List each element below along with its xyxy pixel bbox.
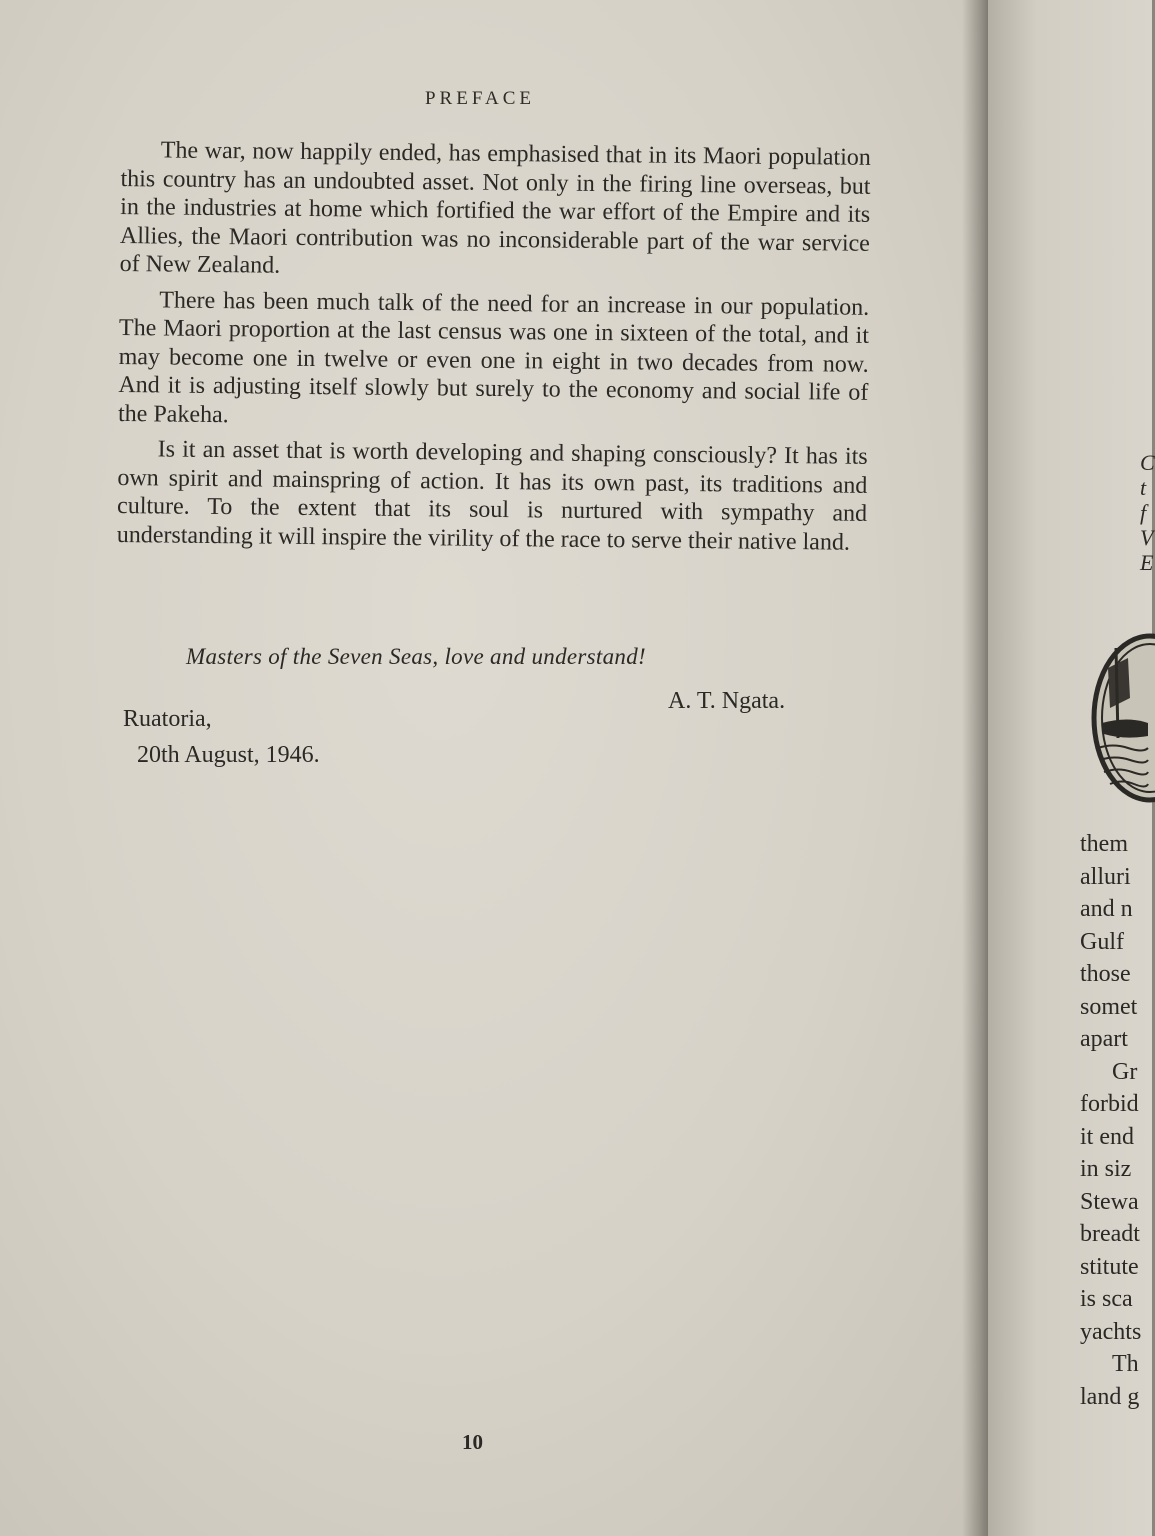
fragment-line: V [1140,525,1154,550]
right-page-text-fragments [1080,828,1141,1413]
preface-body [117,136,871,564]
fragment-line: forbid [1080,1091,1139,1117]
right-page [988,0,1155,1536]
paragraph-3: Is it an asset that is worth developing and shaping consciously? It has its own spirit and mainspring of action. It has its own past, its traditions and culture. To the extent that its soul is nurtured with sympathy and understanding it will inspire the virility of the race to serve their native land. [116,436,868,556]
signature: A. T. Ngata. [668,688,786,714]
fragment-line: those [1080,961,1131,987]
place-line: Ruatoria, [123,706,212,732]
fragment-line: somet [1080,993,1138,1020]
ship-emblem-icon [1088,628,1148,808]
motto: Masters of the Seven Seas, love and understand! [186,644,646,669]
date-line: 20th August, 1946. [137,742,320,768]
fragment-line: E [1140,550,1154,575]
fragment-line: Th [1112,1351,1139,1377]
fragment-line: and n [1080,896,1133,922]
fragment-line: yachts [1080,1318,1142,1345]
fragment-line: Gr [1112,1058,1138,1085]
fragment-line: them [1080,831,1128,857]
fragment-line: alluri [1080,863,1131,890]
fragment-line: f [1140,500,1147,525]
fragment-line: it end [1080,1123,1134,1150]
fragment-line: Stewa [1080,1188,1139,1215]
page-heading: PREFACE [424,88,535,109]
fragment-line: land g [1080,1383,1140,1410]
page-number: 10 [462,1430,483,1454]
fragment-line: C [1140,450,1155,475]
fragment-line: t [1140,475,1147,500]
fragment-line: breadt [1080,1221,1140,1247]
right-page-italic-fragments [1140,450,1155,575]
fragment-line: in siz [1080,1156,1132,1182]
fragment-line: apart [1080,1026,1128,1052]
paragraph-2: There has been much talk of the need for an increase in our population. The Maori proportion at the last census was one in sixteen of the total, and it may become one in twelve or even one in eight in two decades from now. And it is adjusting itself slowly but surely to the economy and social life of the Pakeha. [117,286,870,428]
fragment-line: Gulf [1080,928,1124,955]
paragraph-1: The war, now happily ended, has emphasised that in its Maori population this country has an undoubted asset. Not only in the firing line overseas, but in the industries at home which fortified the war effort of the Empire and its Allies, the Maori contribution was no inconsiderable part of the war service of New Zealand. [119,137,871,279]
fragment-line: stitute [1080,1253,1139,1280]
fragment-line: is sca [1080,1286,1133,1312]
